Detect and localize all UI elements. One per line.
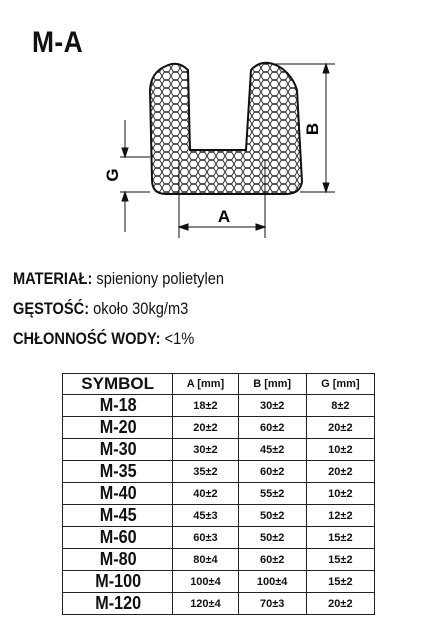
cell-a: 120±4 xyxy=(173,593,238,615)
dimensions-table xyxy=(62,373,375,615)
cell-a: 35±2 xyxy=(173,461,238,483)
cell-b: 70±3 xyxy=(238,593,306,615)
cell-a: 80±4 xyxy=(173,549,238,571)
cell-b: 50±2 xyxy=(238,527,306,549)
cell-b: 60±2 xyxy=(238,417,306,439)
table-row xyxy=(63,549,375,571)
cell-a: 100±4 xyxy=(173,571,238,593)
cell-g: 8±2 xyxy=(306,395,374,417)
cell-b: 55±2 xyxy=(238,483,306,505)
cell-symbol: M-120 xyxy=(68,593,167,615)
spec-key: CHŁONNOŚĆ WODY: xyxy=(13,329,161,348)
cell-symbol: M-60 xyxy=(68,527,167,549)
spec-value: spieniony polietylen xyxy=(96,269,225,288)
table-row xyxy=(63,461,375,483)
cell-symbol: M-80 xyxy=(68,549,167,571)
cell-g: 15±2 xyxy=(306,549,374,571)
cell-g: 20±2 xyxy=(306,461,374,483)
cell-g: 12±2 xyxy=(306,505,374,527)
header-symbol: SYMBOL xyxy=(63,374,173,395)
cell-a: 40±2 xyxy=(173,483,238,505)
cell-g: 15±2 xyxy=(306,527,374,549)
cell-g: 10±2 xyxy=(306,439,374,461)
spec-key: GĘSTOŚĆ: xyxy=(13,299,90,318)
spec-water-absorption xyxy=(13,329,194,349)
spec-value: około 30kg/m3 xyxy=(93,299,189,318)
table-row xyxy=(63,505,375,527)
cell-b: 60±2 xyxy=(238,461,306,483)
dimension-g xyxy=(120,120,150,232)
cell-symbol: M-18 xyxy=(68,395,167,417)
cell-b: 50±2 xyxy=(238,505,306,527)
cell-a: 30±2 xyxy=(173,439,238,461)
header-b: B [mm] xyxy=(238,374,306,395)
table-header-row xyxy=(63,374,375,395)
spec-density xyxy=(13,299,188,319)
cell-symbol: M-45 xyxy=(68,505,167,527)
profile-diagram xyxy=(0,0,441,260)
table-row xyxy=(63,395,375,417)
page-title: M-A xyxy=(32,26,84,59)
cell-symbol: M-40 xyxy=(68,483,167,505)
label-b: B xyxy=(303,122,322,136)
spec-key: MATERIAŁ: xyxy=(13,269,93,288)
cell-a: 18±2 xyxy=(173,395,238,417)
cell-b: 60±2 xyxy=(238,549,306,571)
cell-a: 20±2 xyxy=(173,417,238,439)
table-row xyxy=(63,439,375,461)
cell-g: 20±2 xyxy=(306,417,374,439)
label-a: A xyxy=(217,207,231,226)
cell-g: 10±2 xyxy=(306,483,374,505)
table-row xyxy=(63,483,375,505)
cell-symbol: M-20 xyxy=(68,417,167,439)
cell-a: 45±3 xyxy=(173,505,238,527)
table-row xyxy=(63,527,375,549)
spec-value: <1% xyxy=(164,329,195,348)
cell-b: 100±4 xyxy=(238,571,306,593)
cell-g: 20±2 xyxy=(306,593,374,615)
cell-b: 30±2 xyxy=(238,395,306,417)
cell-symbol: M-35 xyxy=(68,461,167,483)
cell-symbol: M-100 xyxy=(68,571,167,593)
label-g: G xyxy=(103,168,122,182)
table-row xyxy=(63,417,375,439)
header-a: A [mm] xyxy=(173,374,238,395)
cell-b: 45±2 xyxy=(238,439,306,461)
cell-symbol: M-30 xyxy=(68,439,167,461)
cell-g: 15±2 xyxy=(306,571,374,593)
header-g: G [mm] xyxy=(306,374,374,395)
table-row xyxy=(63,571,375,593)
cell-a: 60±3 xyxy=(173,527,238,549)
u-profile-shape xyxy=(140,55,310,200)
spec-material xyxy=(13,269,224,289)
table-row xyxy=(63,593,375,615)
